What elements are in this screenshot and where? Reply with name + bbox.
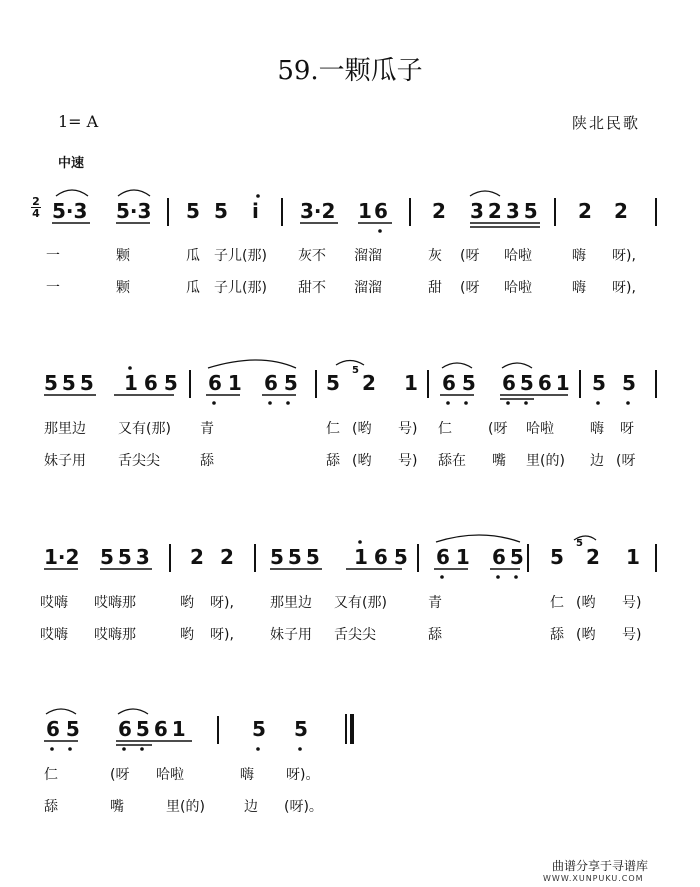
lyric: 舌尖尖 [118,453,160,469]
lyric: 哈啦 [526,421,554,437]
lyric: 甜 [428,280,442,296]
lyric: 仁 [326,421,340,437]
lyric: 哎嗨 [40,627,68,643]
lyric: 那里边 [44,421,86,437]
lyric: 嘴 [492,453,506,469]
note: 165 [354,545,414,569]
lyric: 仁 [550,595,564,611]
lyric: 舔 [428,627,442,643]
lyric: 子儿(那) [214,280,267,296]
lyric: 妹子用 [44,453,86,469]
lyric: 又有(那) [118,421,171,437]
lyric: 舌尖尖 [334,627,376,643]
lyric: 舔 [44,799,58,815]
lyric: (哟 [576,627,596,643]
grace-note: 5 [352,365,359,376]
lyric: 舔 [550,627,564,643]
note: 1·2 [44,545,80,569]
lyric: (呀 [460,248,480,264]
note: 5 [214,199,228,223]
note: 65 [46,717,86,741]
lyric: 呀), [210,627,234,643]
lyric: 呀), [612,248,636,264]
lyric: 舔在 [438,453,466,469]
note: 61 [436,545,476,569]
lyric: 里(的) [526,453,565,469]
lyric: (呀 [616,453,636,469]
lyric: (呀 [110,767,130,783]
site-url: WWW.XUNPUKU.COM [543,874,644,883]
lyric: 呀)。 [286,767,320,783]
time-signature-top: 2 [32,195,40,208]
lyric: 嘴 [110,799,124,815]
lyric: (呀 [488,421,508,437]
lyric: 子儿(那) [214,248,267,264]
lyric: 又有(那) [334,595,387,611]
octave-dots [50,194,630,751]
lyric: 里(的) [166,799,205,815]
note: 65 [442,371,482,395]
note: 5 [326,371,340,395]
note: 2 [362,371,376,395]
lyric: 边 [590,453,604,469]
note: 2 [586,545,600,569]
lyric: 哟 [180,627,194,643]
lyric: 瓜 [186,280,200,296]
lyric: 那里边 [270,595,312,611]
time-signature-bottom: 4 [32,207,40,220]
note: 5·3 [116,199,152,223]
note: 3·2 [300,199,336,223]
lyric: 哟 [180,595,194,611]
lyric: 青 [200,421,214,437]
lyric: 哎嗨那 [94,595,136,611]
note: 2 [578,199,592,223]
lyric: (呀 [460,280,480,296]
note: 6 [374,199,388,223]
lyric: 颗 [116,280,130,296]
lyric: 哎嗨那 [94,627,136,643]
note: 553 [100,545,154,569]
lyric: 哈啦 [504,280,532,296]
lyric: 一 [46,248,60,264]
lyric: 嗨 [572,280,586,296]
lyric: 灰 [428,248,442,264]
note: 61 [208,371,248,395]
lyric: 一 [46,280,60,296]
lyric: 瓜 [186,248,200,264]
note: 5 [294,717,308,741]
lyric: 呀), [612,280,636,296]
note: 1 [358,199,372,223]
note: 2 [614,199,628,223]
note: 6561 [118,717,190,741]
lyric: 号) [398,453,418,469]
key-signature: 1= A [58,112,99,131]
lyric: 嗨 [572,248,586,264]
lyric: (哟 [576,595,596,611]
song-title: 59.一颗瓜子 [277,56,423,86]
tempo-marking: 中速 [58,156,85,171]
lyric: 溜溜 [354,280,382,296]
note: 5 [592,371,606,395]
note: 5 [252,717,266,741]
note: 6561 [502,371,574,395]
note: 5 [550,545,564,569]
note: 555 [44,371,98,395]
lyric: 甜不 [298,280,326,296]
lyric: 仁 [44,767,58,783]
note: i [252,199,259,223]
lyric: 颗 [116,248,130,264]
note: 1 [626,545,640,569]
lyric: 边 [244,799,258,815]
lyric: 溜溜 [354,248,382,264]
lyric: 嗨 [590,421,604,437]
lyric: 舔 [326,453,340,469]
lyric: (呀)。 [284,799,323,815]
note: 5·3 [52,199,88,223]
song-source: 陕北民歌 [572,114,641,132]
note: 5 [186,199,200,223]
grace-note: 5 [576,538,583,549]
lyric: 呀), [210,595,234,611]
lyric: 号) [398,421,418,437]
lyric: 呀 [620,421,634,437]
lyric: 仁 [438,421,452,437]
lyric: 号) [622,595,642,611]
note: 65 [492,545,528,569]
note: 1 [404,371,418,395]
lyric: (哟 [352,453,372,469]
lyric: 灰不 [298,248,326,264]
lyric: 青 [428,595,442,611]
lyric: 哈啦 [504,248,532,264]
note: 5 [622,371,636,395]
note: 555 [270,545,324,569]
beams [44,223,568,745]
note: 165 [124,371,184,395]
site-watermark: 曲谱分享于寻谱库 [552,859,649,873]
lyric: 哈啦 [156,767,184,783]
lyric: 哎嗨 [40,595,68,611]
lyric: 妹子用 [270,627,312,643]
note: 2 [190,545,204,569]
note: 3235 [470,199,542,223]
lyric: (哟 [352,421,372,437]
note: 65 [264,371,304,395]
lyric: 嗨 [240,767,254,783]
note: 2 [220,545,234,569]
note: 2 [432,199,446,223]
lyric: 号) [622,627,642,643]
lyric: 舔 [200,453,214,469]
